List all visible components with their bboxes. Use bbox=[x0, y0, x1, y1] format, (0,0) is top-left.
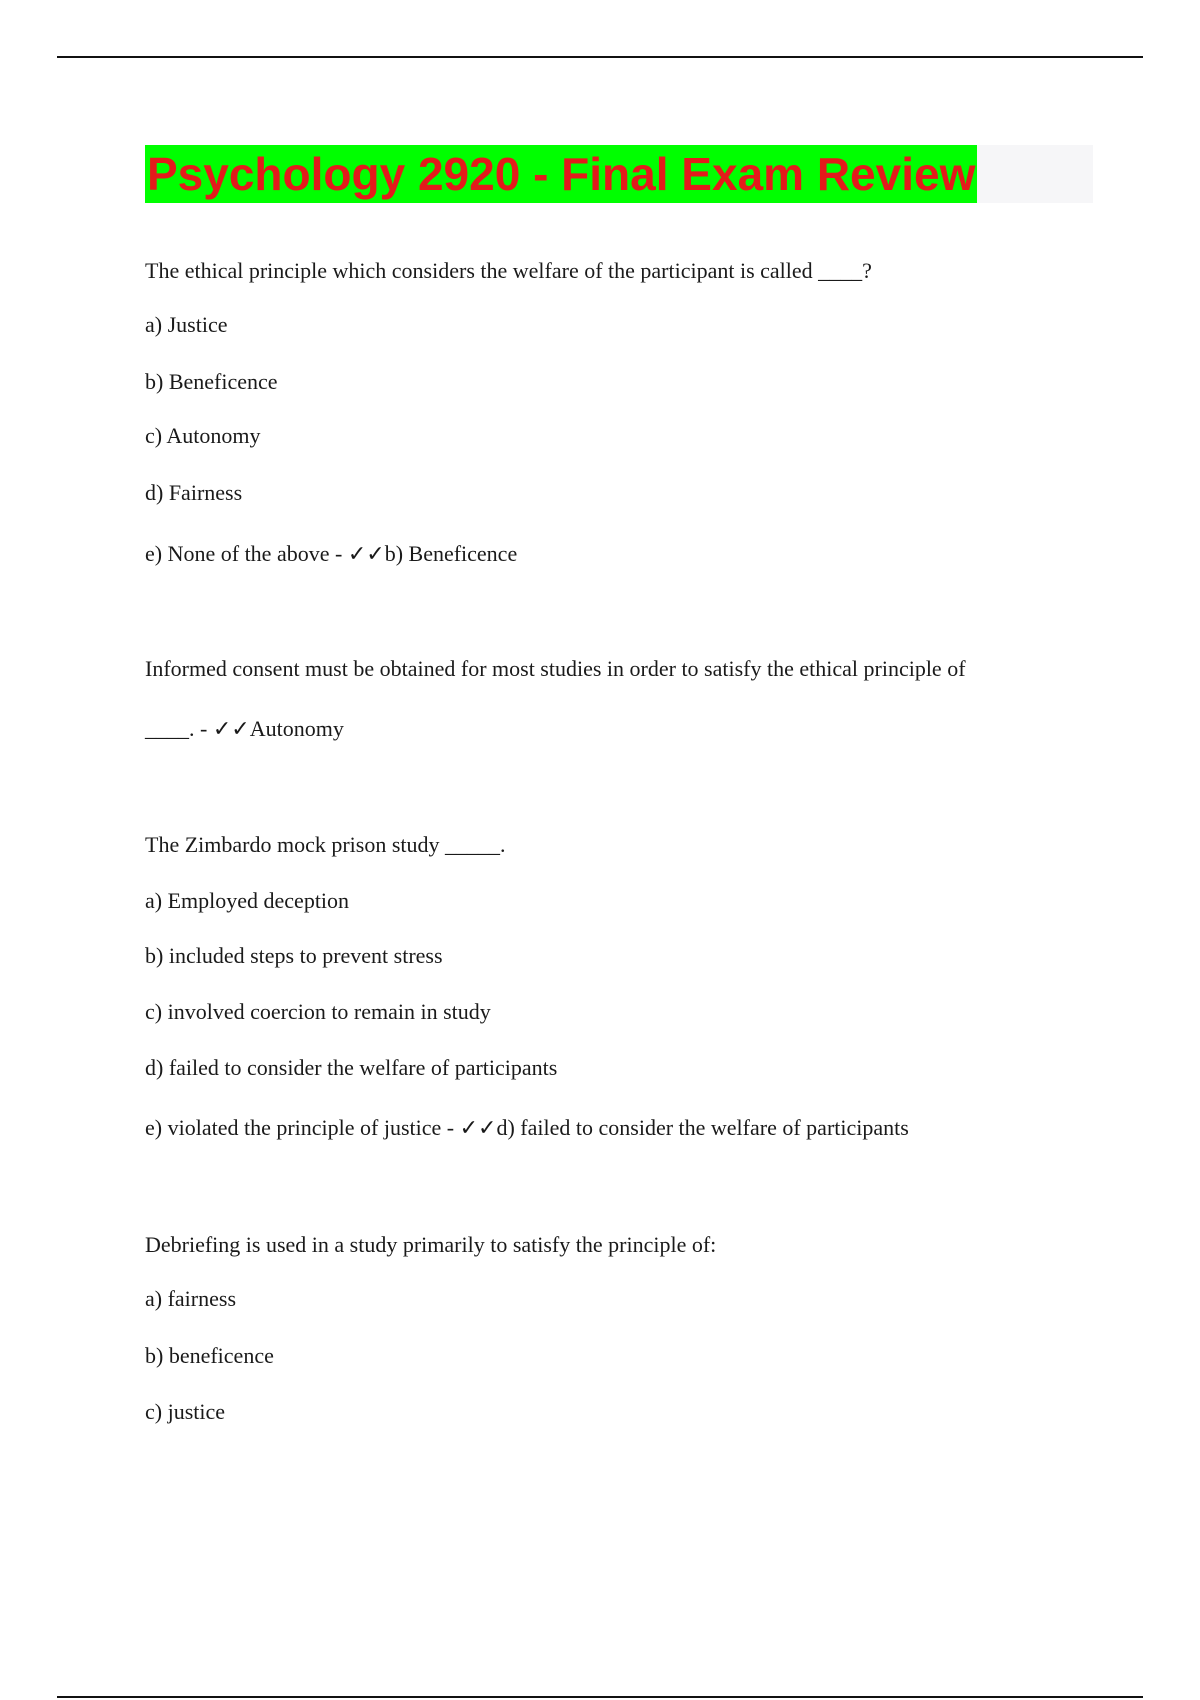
question-1-option-d: d) Fairness bbox=[145, 480, 243, 505]
question-2-answer: Autonomy bbox=[249, 716, 344, 741]
top-rule bbox=[57, 56, 1143, 58]
document-title: Psychology 2920 - Final Exam Review bbox=[145, 145, 977, 203]
question-1-option-b: b) Beneficence bbox=[145, 369, 278, 394]
question-2-stem: Informed consent must be obtained for most studies in order to satisfy the ethical principle of bbox=[145, 656, 966, 681]
question-4-option-b: b) beneficence bbox=[145, 1343, 274, 1368]
question-4-option-a: a) fairness bbox=[145, 1286, 237, 1311]
question-3-option-c: c) involved coercion to remain in study bbox=[145, 999, 491, 1024]
question-3-option-a: a) Employed deception bbox=[145, 888, 350, 913]
question-3-stem: The Zimbardo mock prison study _____. bbox=[145, 832, 506, 857]
title-banner bbox=[145, 145, 1093, 203]
question-2-stem-cont: ____. - bbox=[145, 716, 213, 741]
double-check-icon: ✓✓ bbox=[347, 542, 385, 567]
question-4-option-c: c) justice bbox=[145, 1399, 226, 1424]
question-1-option-e-answer bbox=[145, 540, 517, 569]
question-3-option-d: d) failed to consider the welfare of participants bbox=[145, 1055, 558, 1080]
question-3-option-b: b) included steps to prevent stress bbox=[145, 943, 443, 968]
question-2-stem-answer bbox=[145, 715, 344, 744]
double-check-icon: ✓✓ bbox=[459, 1116, 497, 1141]
question-1-answer: b) Beneficence bbox=[384, 541, 518, 566]
question-3-option-e-answer bbox=[145, 1114, 909, 1143]
question-1-option-a: a) Justice bbox=[145, 312, 228, 337]
bottom-rule bbox=[57, 1696, 1143, 1698]
question-4-stem: Debriefing is used in a study primarily to satisfy the principle of: bbox=[145, 1232, 717, 1257]
question-1-option-e: e) None of the above - bbox=[145, 541, 348, 566]
question-1-option-c: c) Autonomy bbox=[145, 423, 261, 448]
double-check-icon: ✓✓ bbox=[212, 717, 250, 742]
question-3-answer: d) failed to consider the welfare of participants bbox=[496, 1115, 909, 1140]
question-1-stem: The ethical principle which considers the welfare of the participant is called ____? bbox=[145, 258, 872, 283]
question-3-option-e: e) violated the principle of justice - bbox=[145, 1115, 460, 1140]
